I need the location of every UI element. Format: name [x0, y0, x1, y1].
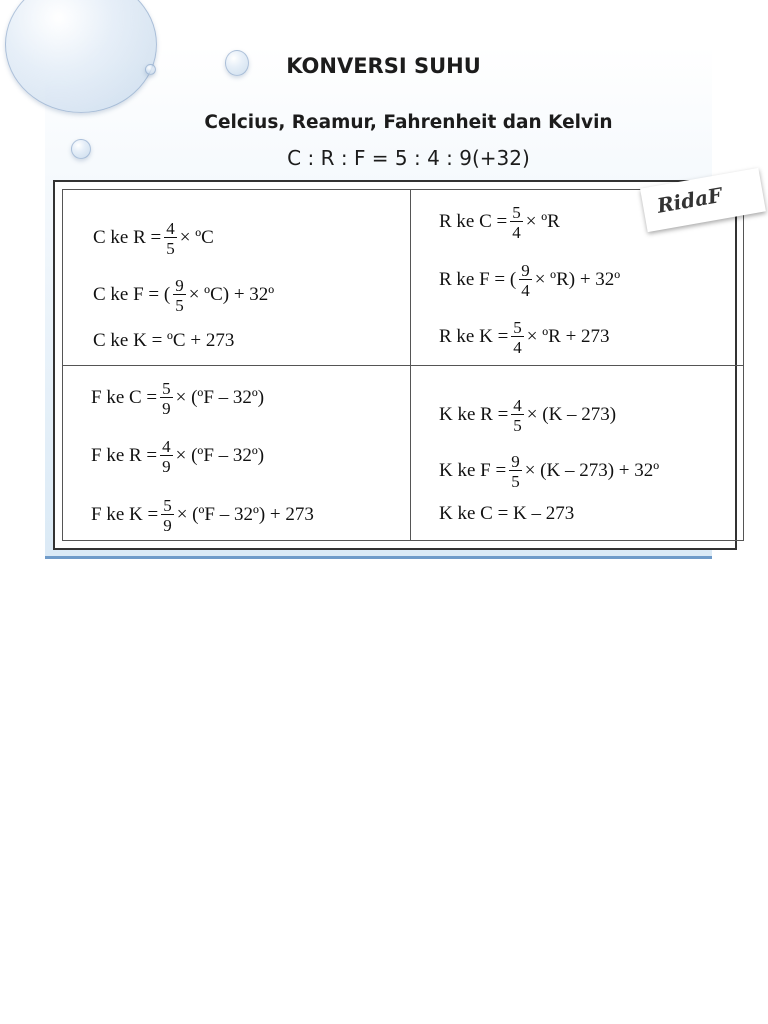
formula-tail: × ºR) + 32º — [534, 269, 621, 290]
formula-tail: × ºR — [525, 211, 560, 232]
formula-tail: × (K – 273) + 32º — [524, 460, 660, 481]
page-title: KONVERSI SUHU — [286, 54, 481, 78]
formula-k-to-r — [439, 391, 616, 439]
fraction-numerator: 5 — [513, 317, 522, 337]
fraction — [511, 397, 524, 434]
page-subtitle: Celcius, Reamur, Fahrenheit dan Kelvin — [204, 112, 613, 133]
formula-r-to-c — [439, 198, 560, 246]
fraction-denominator: 9 — [162, 456, 171, 476]
fraction — [161, 497, 174, 534]
slide — [45, 46, 724, 559]
fraction-numerator: 5 — [162, 378, 171, 398]
formula-c-to-k — [93, 317, 234, 365]
fraction-denominator: 5 — [511, 471, 520, 491]
watermark-tag: RidaF — [640, 168, 766, 232]
formula-tail: × (ºF – 32º) — [175, 445, 265, 466]
formula-text: K ke C = K – 273 — [439, 503, 575, 524]
fraction-numerator: 4 — [166, 218, 175, 238]
fraction-denominator: 4 — [512, 222, 521, 242]
fraction — [509, 453, 522, 490]
fraction-numerator: 9 — [175, 275, 184, 295]
formula-tail: × (K – 273) — [526, 404, 617, 425]
fraction-denominator: 9 — [163, 515, 172, 535]
formula-k-to-f — [439, 447, 659, 495]
fraction — [160, 380, 173, 417]
fraction — [519, 262, 532, 299]
fraction-numerator: 9 — [511, 451, 520, 471]
formula-lead: F ke C = — [91, 387, 158, 408]
formula-panel — [53, 180, 737, 550]
formula-table — [62, 189, 744, 541]
formula-lead: K ke F = — [439, 460, 507, 481]
formula-r-to-f — [439, 256, 620, 304]
formula-lead: K ke R = — [439, 404, 509, 425]
formula-lead: R ke F = ( — [439, 269, 517, 290]
fraction-numerator: 4 — [513, 395, 522, 415]
fraction-denominator: 5 — [166, 238, 175, 258]
table-divider-horizontal — [63, 365, 743, 366]
formula-tail: × ºC) + 32º — [188, 284, 275, 305]
formula-lead: C ke F = ( — [93, 284, 171, 305]
formula-r-to-k — [439, 313, 610, 361]
formula-c-to-r — [93, 214, 214, 262]
fraction-denominator: 4 — [521, 280, 530, 300]
formula-lead: F ke R = — [91, 445, 158, 466]
fraction-denominator: 4 — [513, 337, 522, 357]
formula-f-to-k — [91, 491, 314, 539]
fraction — [160, 438, 173, 475]
formula-tail: × ºR + 273 — [526, 326, 610, 347]
fraction — [510, 204, 523, 241]
formula-tail: × (ºF – 32º) + 273 — [176, 504, 314, 525]
fraction — [164, 220, 177, 257]
formula-lead: F ke K = — [91, 504, 159, 525]
fraction-denominator: 5 — [175, 295, 184, 315]
fraction — [173, 277, 186, 314]
formula-c-to-f — [93, 271, 274, 319]
fraction-numerator: 9 — [521, 260, 530, 280]
formula-k-to-c — [439, 490, 574, 538]
formula-tail: × (ºF – 32º) — [175, 387, 265, 408]
formula-lead: R ke C = — [439, 211, 508, 232]
fraction-denominator: 9 — [162, 398, 171, 418]
formula-text: C ke K = ºC + 273 — [93, 330, 235, 351]
ratio-formula: C : R : F = 5 : 4 : 9(+32) — [287, 146, 530, 170]
fraction-denominator: 5 — [513, 415, 522, 435]
fraction-numerator: 4 — [162, 436, 171, 456]
fraction-numerator: 5 — [163, 495, 172, 515]
formula-lead: C ke R = — [93, 227, 162, 248]
formula-f-to-r — [91, 432, 264, 480]
formula-tail: × ºC — [179, 227, 214, 248]
fraction-numerator: 5 — [512, 202, 521, 222]
formula-lead: R ke K = — [439, 326, 509, 347]
fraction — [511, 319, 524, 356]
formula-f-to-c — [91, 374, 264, 422]
